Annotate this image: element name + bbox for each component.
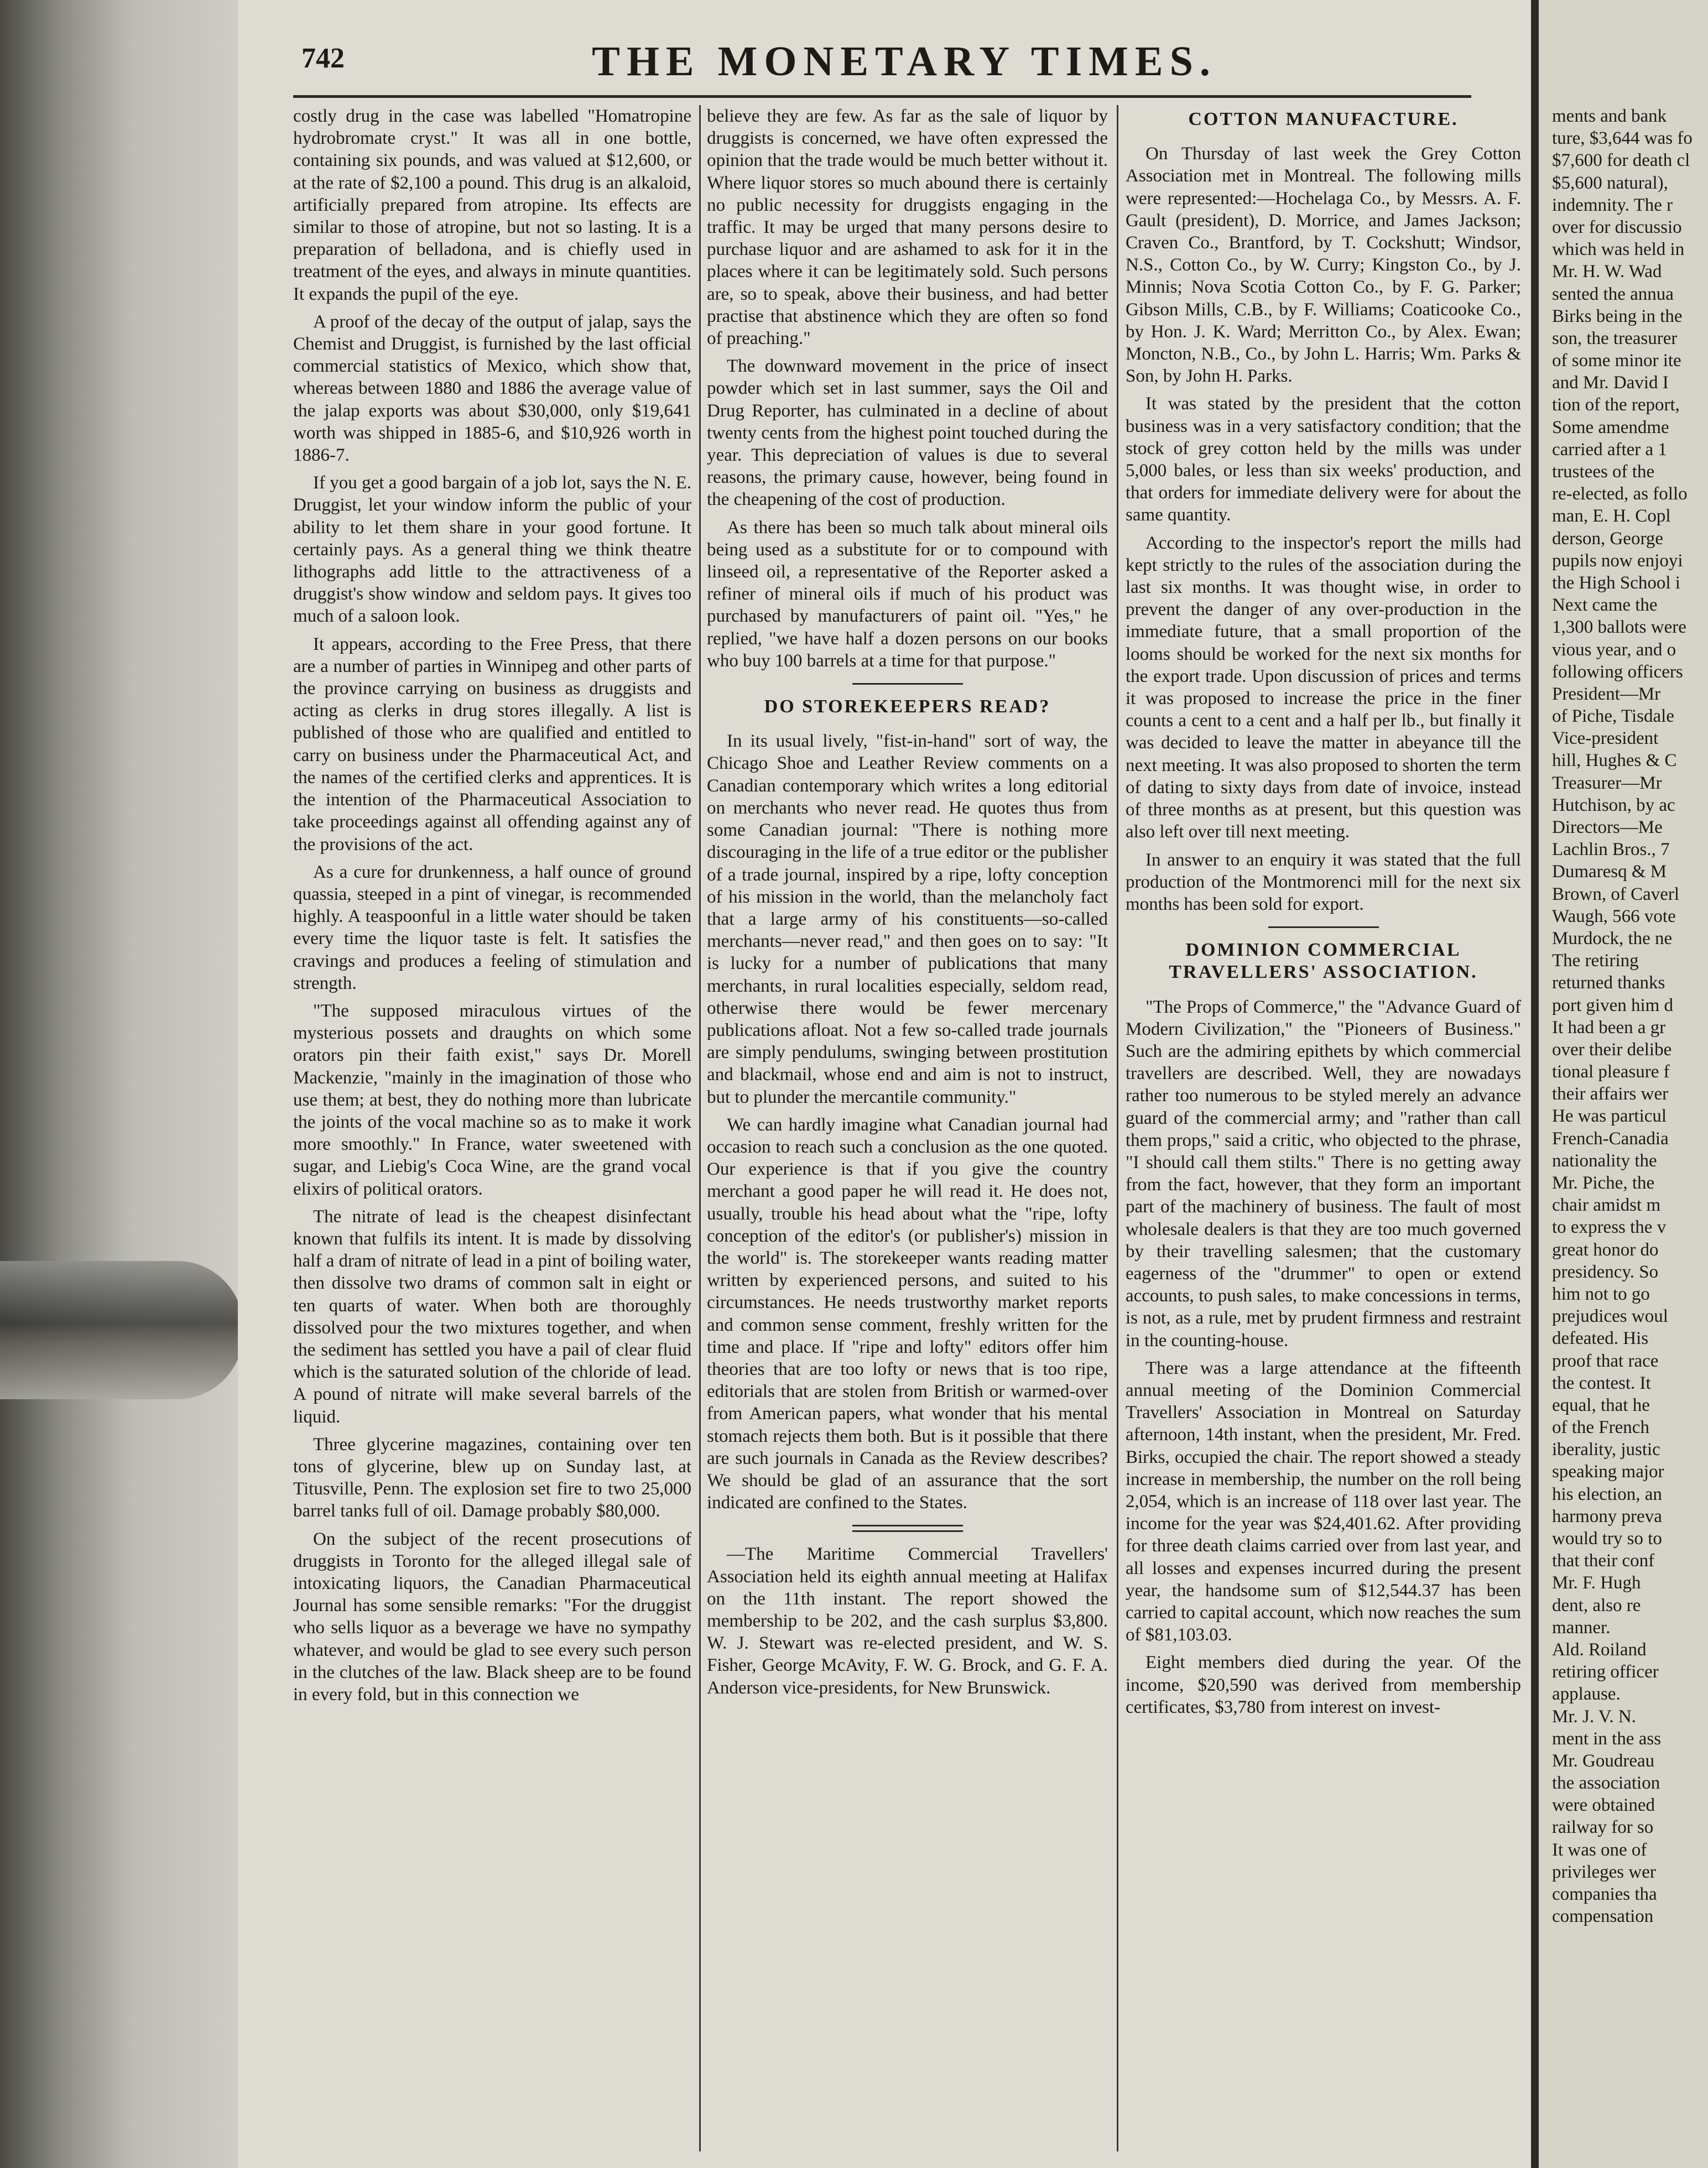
paragraph: costly drug in the case was labelled "Homatropine hydrobromate cryst." It was all in one bottle, containing six pounds, and was valued at $12,600, or at the rate of $2,100 a pound. This drug is an alkaloid, artificially prepared from atropine. Its effects are similar to those of atropine, but not so lasting. It is a preparation of belladona, and is chiefly used in treatment of the eyes, and always in minute quantities. It expands the pupil of the eye. — [293, 106, 691, 304]
text-line: proof that race — [1552, 1351, 1659, 1371]
text-line: Mr. Piche, the — [1552, 1173, 1655, 1193]
section-divider — [852, 1525, 963, 1532]
text-line: tion of the report, — [1552, 395, 1680, 415]
section-heading: COTTON MANUFACTURE. — [1188, 109, 1459, 129]
text-line: Mr. H. W. Wad — [1552, 262, 1662, 282]
text-line: privileges wer — [1552, 1862, 1656, 1882]
text-line: the contest. It — [1552, 1373, 1651, 1393]
text-line: pupils now enjoyi — [1552, 550, 1683, 571]
text-line: trustees of the — [1552, 462, 1655, 482]
text-line: of some minor ite — [1552, 351, 1681, 371]
text-line: Mr. F. Hugh — [1552, 1573, 1641, 1593]
text-line: It had been a gr — [1552, 1017, 1666, 1038]
column-2 — [707, 105, 1108, 2151]
text-line: presidency. So — [1552, 1262, 1659, 1282]
text-line: iberality, justic — [1552, 1440, 1660, 1460]
text-line: the association — [1552, 1773, 1660, 1794]
paragraph: In its usual lively, "fist-in-hand" sort of way, the Chicago Shoe and Leather Review comments on a Canadian contemporary which writes a long editorial on merchants who never read. He quotes thus from some Canadian journal: "There is nothing more discouraging in the life of a true editor or the publisher of a trade journal, inspired by a ripe, lofty conception of his mission in the world, than the melancholy fact that a large army of his constituents—so-called merchants—never read," and then goes on to say: "It is lucky for a number of publications that many merchants, in rural localities especially, seldom read, otherwise there would be fewer mercenary publications afloat. Not a few so-called trade journals are simply pendulums, swinging between prostitution and blackmail, whose end and aim is not to instruct, but to plunder the mercantile community." — [707, 731, 1108, 1107]
section-divider — [852, 683, 963, 685]
paragraph: As a cure for drunkenness, a half ounce of ground quassia, steeped in a pint of vinegar, is recommended highly. A teaspoonful in a little water should be taken every time the liquor taste is felt. It satisfies the cravings and produces a feeling of stimulation and strength. — [293, 862, 691, 993]
column-1 — [293, 105, 691, 2151]
text-line: 1,300 ballots were — [1552, 617, 1686, 638]
text-line: compensation — [1552, 1906, 1654, 1927]
text-line: of Piche, Tisdale — [1552, 706, 1674, 727]
paragraph: If you get a good bargain of a job lot, says the N. E. Druggist, let your window inform the public of your ability to let them share in your good fortune. It certainly pays. As a general thing we think theatre lithographs add little to the attractiveness of a druggist's show window and seldom pays. It gives too much of a saloon look. — [293, 473, 691, 627]
text-line: over their delibe — [1552, 1039, 1672, 1060]
paragraph: According to the inspector's report the mills had kept strictly to the rules of the association during the last six months. It was thought wise, in order to prevent the danger of any over-production in the immediate future, that a small proportion of the looms should be worked for the next six months for the export trade. Upon discussion of prices and terms it was proposed to increase the price in the finer counts a cent to a cent and a half per lb., but finally it was decided to leave the matter in abeyance till the next meeting. It was also proposed to shorten the term of dating to sixty days from date of invoice, instead of three months as at present, but this question was also left over till next meeting. — [1126, 533, 1521, 842]
paragraph: The nitrate of lead is the cheapest disinfectant known that fulfils its intent. It is made by dissolving half a dram of nitrate of lead in a pint of boiling water, then dissolve two drams of common salt in eight or ten quarts of water. When both are thoroughly dissolved pour the two mixtures together, and when the sediment has settled you have a pail of clear fluid which is the saturated solution of the chloride of lead. A pound of nitrate will make several barrels of the liquid. — [293, 1206, 691, 1427]
text-line: nationality the — [1552, 1150, 1657, 1171]
paragraph: —The Maritime Commercial Travellers' Association held its eighth annual meeting at Halifax on the 11th instant. The report showed the membership to be 202, and the cash surplus $3,800. W. J. Stewart was re-elected president, and W. S. Fisher, George McAvity, F. W. G. Brock, and G. F. A. Anderson vice-presidents, for New Brunswick. — [707, 1544, 1108, 1698]
paragraph: The downward movement in the price of insect powder which set in last summer, says the Oil and Drug Reporter, has culminated in a decline of about twenty cents from the highest point touched during the year. This depreciation of values is due to several reasons, the primary cause, however, being found in the cheapening of the cost of production. — [707, 356, 1108, 510]
paragraph: Three glycerine magazines, containing over ten tons of glycerine, blew up on Sunday last, at Titusville, Penn. The explosion set fire to two 25,000 barrel tanks full of oil. Damage probably $80,000. — [293, 1434, 691, 1521]
text-line: applause. — [1552, 1684, 1621, 1705]
text-line: President—Mr — [1552, 684, 1661, 704]
text-line: prejudices woul — [1552, 1306, 1668, 1327]
text-line: carried after a 1 — [1552, 439, 1667, 460]
text-line: Birks being in the — [1552, 306, 1683, 326]
text-line: Mr. Goudreau — [1552, 1750, 1655, 1771]
text-line: Hutchison, by ac — [1552, 795, 1675, 815]
text-line: Lachlin Bros., 7 — [1552, 840, 1670, 860]
text-line: vious year, and o — [1552, 639, 1676, 660]
text-line: Next came the — [1552, 595, 1658, 616]
text-line: and Mr. David I — [1552, 373, 1669, 393]
text-line: equal, that he — [1552, 1395, 1650, 1415]
book-spine — [0, 0, 238, 2168]
text-line: Some amendme — [1552, 417, 1669, 437]
pen-shadow — [0, 1261, 243, 1399]
text-line: speaking major — [1552, 1462, 1664, 1482]
text-line: Ald. Roiland — [1552, 1639, 1647, 1660]
text-line: Directors—Me — [1552, 817, 1663, 837]
paragraph: It was stated by the president that the cotton business was in a very satisfactory condition; that the stock of grey cotton held by the mills was under 5,000 bales, or less than six weeks' production, and that orders for immediate delivery were for about the same quantity. — [1126, 394, 1521, 525]
text-line: chair amidst m — [1552, 1195, 1661, 1216]
text-line: dent, also re — [1552, 1595, 1641, 1615]
facing-page-text — [1552, 105, 1708, 1927]
text-line: Treasurer—Mr — [1552, 773, 1662, 793]
page-number: 742 — [301, 43, 345, 74]
header-rule — [293, 95, 1471, 98]
paragraph: On Thursday of last week the Grey Cotton Association met in Montreal. The following mills were represented:—Hochelaga Co., by Messrs. A. F. Gault (president), D. Morrice, and James Jackson; Craven Co., Brantford, by T. Cockshutt; Windsor, N.S., Cotton Co., by W. Curry; Kingston Co., by J. Minnis; Nova Scotia Cotton Co., by F. G. Parker; Gibson Mills, C.B., by F. Williams; Coaticooke Co., by Hon. J. K. Ward; Merritton Co., by Alex. Ewan; Moncton, N.B., Co., by John L. Harris; Wm. Parks & Son, by John H. Parks. — [1126, 144, 1521, 387]
text-line: returned thanks — [1552, 973, 1665, 993]
paragraph: Eight members died during the year. Of the income, $20,590 was derived from membership certificates, $3,780 from interest on invest- — [1126, 1653, 1521, 1717]
text-line: companies tha — [1552, 1884, 1657, 1904]
text-line: Vice-president — [1552, 728, 1659, 749]
text-line: following officers — [1552, 661, 1683, 682]
text-line: French-Canadia — [1552, 1128, 1669, 1149]
text-line: ture, $3,644 was fo — [1552, 128, 1693, 149]
text-line: of the French — [1552, 1417, 1649, 1438]
page-header — [301, 32, 1463, 93]
text-line: over for discussio — [1552, 217, 1682, 237]
paragraph: A proof of the decay of the output of jalap, says the Chemist and Druggist, is furnished by the last official commercial statistics of Mexico, which show that, whereas between 1880 and 1886 the average value of the jalap exports was about $30,000, only $19,641 worth was shipped in 1885-6, and $10,926 worth in 1886-7. — [293, 311, 691, 466]
text-line: He was particul — [1552, 1106, 1667, 1127]
section-heading: DO STOREKEEPERS READ? — [764, 696, 1051, 717]
text-line: man, E. H. Copl — [1552, 506, 1671, 527]
text-line: derson, George — [1552, 528, 1663, 549]
text-line: were obtained — [1552, 1795, 1655, 1816]
text-line: the High School i — [1552, 572, 1680, 593]
text-line: Waugh, 566 vote — [1552, 906, 1676, 926]
text-line: his election, an — [1552, 1484, 1662, 1504]
text-line: Murdock, the ne — [1552, 928, 1673, 948]
text-line: great honor do — [1552, 1239, 1659, 1260]
text-line: manner. — [1552, 1617, 1611, 1638]
text-line: which was held in — [1552, 239, 1685, 260]
text-line: defeated. His — [1552, 1328, 1649, 1349]
text-line: ment in the ass — [1552, 1728, 1662, 1749]
paragraph: "The supposed miraculous virtues of the mysterious possets and draughts on which some orators pin their faith exist," says Dr. Morell Mackenzie, "mainly in the imagination of those who use them; at best, they do nothing more than lubricate the joints of the vocal machine so as to make it work more smoothly." In France, water sweetened with sugar, and Liebig's Coca Wine, are the grand vocal elixirs of political orators. — [293, 1000, 691, 1199]
text-line: to express the v — [1552, 1217, 1667, 1238]
text-line: retiring officer — [1552, 1662, 1659, 1682]
text-line: son, the treasurer — [1552, 328, 1678, 348]
text-line: sented the annua — [1552, 284, 1674, 304]
paragraph: "The Props of Commerce," the "Advance Guard of Modern Civilization," the "Pioneers of Business." Such are the admiring epithets by which commercial travellers are described. Well, they are nowadays rather too numerous to be styled merely an advance guard of the commercial army; and "rather than call them props," said a critic, who objected to the phrase, "I should call them stilts." There is no getting away from the fact, however, that they form an important part of the machinery of business. The fault of most wholesale dealers is that they are too much governed by their travelling salesmen; that the customary eagerness of the "drummer" to open or extend accounts, to push sales, to make concessions in terms, is not, as a rule, met by prudent firmness and restraint in the counting-house. — [1126, 997, 1521, 1351]
section-heading: DOMINION COMMERCIAL TRAVELLERS' ASSOCIATION. — [1169, 940, 1478, 983]
text-line: him not to go — [1552, 1284, 1650, 1304]
paragraph: In answer to an enquiry it was stated that the full production of the Montmorenci mill for the next six months has been sold for export. — [1126, 850, 1521, 914]
text-line: that their conf — [1552, 1551, 1655, 1571]
facing-page-edge — [1531, 0, 1708, 2168]
paragraph: There was a large attendance at the fifteenth annual meeting of the Dominion Commercial Travellers' Association in Montreal on Saturday afternoon, 14th instant, when the president, Mr. Fred. Birks, occupied the chair. The report showed a steady increase in membership, the number on the roll being 2,054, which is an increase of 118 over last year. The income for the year was $24,401.62. After providing for three death claims carried over from last year, and all losses and expenses incurred during the present year, the handsome sum of $12,544.37 has been carried to capital account, which now reaches the sum of $81,103.03. — [1126, 1358, 1521, 1645]
column-divider — [699, 105, 701, 2151]
paragraph: We can hardly imagine what Canadian journal had occasion to reach such a conclusion as the one quoted. Our experience is that if you give the country merchant a good paper he will read it. He does not, usually, trouble his head about what the "ripe, lofty conception of the editor's (or publisher's) mission in the world" is. The storekeeper wants reading matter written by experienced persons, and suited to his circumstances. He needs trustworthy market reports and common sense comment, freshly written for the time and place. If "ripe and lofty" editors offer him theories that are too lofty or news that is too ripe, editorials that are stolen from British or warmed-over from American papers, what wonder that his mental stomach rejects them both. But is it possible that there are such journals in Canada as the Review describes? We should be glad of an assurance that the sort indicated are confined to the States. — [707, 1114, 1108, 1513]
paragraph: It appears, according to the Free Press, that there are a number of parties in Winnipeg and other parts of the province carrying on business as druggists and acting as clerks in drug stores illegally. A list is published of those who are qualified and entitled to carry on business under the Pharmaceutical Act, and the names of the certified clerks and apprentices. It is the intention of the Pharmaceutical Association to take proceedings against all offending against any of the provisions of the act. — [293, 634, 691, 854]
text-line: re-elected, as follo — [1552, 484, 1688, 504]
text-line: would try so to — [1552, 1529, 1662, 1549]
text-line: Mr. J. V. N. — [1552, 1706, 1636, 1727]
section-divider — [1268, 926, 1379, 928]
column-divider — [1117, 105, 1118, 2151]
text-line: The retiring — [1552, 951, 1639, 971]
text-line: their affairs wer — [1552, 1084, 1669, 1104]
paragraph: As there has been so much talk about mineral oils being used as a substitute for or to compound with linseed oil, a representative of the Reporter asked a refiner of mineral oils if much of his product was purchased by manufacturers of paint oil. "Yes," he replied, "we have half a dozen persons on our books who buy 100 barrels at a time for that purpose." — [707, 517, 1108, 671]
text-line: ments and bank — [1552, 106, 1667, 126]
text-line: Dumaresq & M — [1552, 862, 1667, 882]
paragraph: On the subject of the recent prosecutions of druggists in Toronto for the alleged illegal sale of intoxicating liquors, the Canadian Pharmaceutical Journal has some sensible remarks: "For the druggist who sells liquor as a beverage we have no sympathy whatever, and would be glad to see every such person in the clutches of the law. Black sheep are to be found in every fold, but in this connection we — [293, 1529, 691, 1705]
masthead-title: THE MONETARY TIMES. — [592, 38, 1217, 85]
text-line: harmony preva — [1552, 1506, 1662, 1526]
text-line: $5,600 natural), — [1552, 173, 1668, 193]
text-line: indemnity. The r — [1552, 195, 1673, 215]
text-line: railway for so — [1552, 1817, 1654, 1838]
text-line: $7,600 for death cl — [1552, 150, 1690, 171]
newspaper-page — [238, 0, 1531, 2168]
text-line: It was one of — [1552, 1839, 1647, 1860]
text-line: hill, Hughes & C — [1552, 751, 1677, 771]
text-line: tional pleasure f — [1552, 1062, 1670, 1082]
column-3 — [1126, 105, 1521, 2151]
text-line: port given him d — [1552, 995, 1674, 1015]
text-line: Brown, of Caverl — [1552, 884, 1680, 904]
paragraph: believe they are few. As far as the sale of liquor by druggists is concerned, we have often expressed the opinion that the trade would be much better without it. Where liquor stores so much abound there is certainly no public necessity for druggists engaging in the traffic. It may be urged that many persons desire to purchase liquor and are ashamed to ask for it in the places where it can be legitimately sold. Such persons are, so to speak, above their business, and had better practise that abstinence which they are often so fond of preaching." — [707, 106, 1108, 349]
